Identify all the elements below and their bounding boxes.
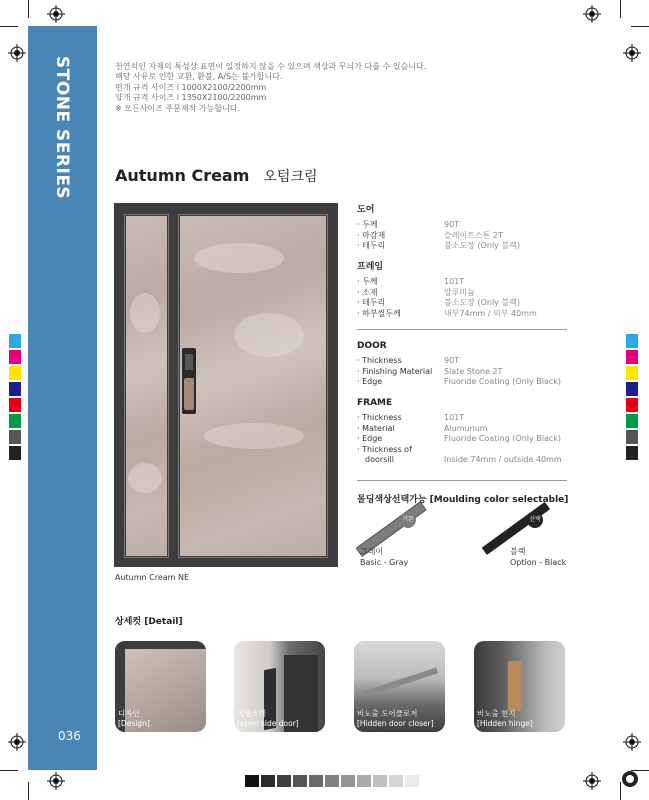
detail-thumb-design: [115, 641, 206, 732]
detail-caption-ko: 비노출 도어클로저: [357, 709, 418, 718]
side-band: [28, 26, 97, 770]
color-swatch: [625, 413, 639, 429]
crop-mark: [28, 782, 29, 800]
detail-caption-ko: 디자인: [118, 709, 140, 718]
note-line: 양개 규격 사이즈 l 1350X2100/2200mm: [115, 93, 267, 103]
gray-swatch: [372, 774, 388, 788]
spec-key: · 테두리: [357, 241, 386, 251]
moulding-name-ko: 그레이: [360, 547, 384, 556]
product-name-ko: 오텀크림: [263, 169, 318, 185]
registration-mark: [623, 44, 641, 62]
color-swatch: [8, 445, 22, 461]
gray-swatch: [404, 774, 420, 788]
spec-value: 101T: [444, 413, 465, 422]
color-swatch: [625, 445, 639, 461]
spec-key: doorsill: [365, 455, 394, 465]
notes: [115, 62, 426, 114]
door-image: [114, 203, 338, 567]
spec-value: Alumunum: [444, 423, 488, 433]
moulding-title: 몰딩색상선택가능 [Moulding color selectable]: [357, 495, 569, 505]
note-line: 해당 사유로 인한 교환, 환불, A/S는 불가합니다.: [115, 72, 283, 82]
note-line: ※ 모든사이즈 주문제작 가능합니다.: [115, 103, 241, 113]
detail-thumb-hidden-hinge: [474, 641, 565, 732]
detail-caption-ko: 열림스테: [237, 709, 266, 718]
crop-mark: [0, 26, 18, 27]
detail-caption: [357, 709, 434, 729]
detail-thumb-hidden-door-closer: [354, 641, 445, 732]
gray-swatch: [356, 774, 372, 788]
note-line: 천연석인 자재의 특성상 표면이 일정하지 않을 수 있으며 색상과 무늬가 다를 수 있습니다.: [115, 62, 427, 71]
registration-mark: [623, 733, 641, 751]
detail-caption-en: [open side door]: [237, 719, 299, 728]
registration-mark: [8, 44, 26, 62]
spec-value: 내부74mm / 외부 40mm: [444, 308, 537, 318]
detail-caption-en: [Hidden door closer]: [357, 719, 434, 728]
crop-mark: [631, 26, 649, 27]
moulding-option-black: [485, 508, 575, 578]
detail-caption-ko: 비노출 힌지: [477, 709, 516, 718]
moulding-badge: 기본: [400, 512, 416, 528]
color-swatch: [625, 349, 639, 365]
note-line: 편개 규격 사이즈 l 1000X2100/2200mm: [115, 82, 267, 92]
spec-value: Fluoride Coating (Only Black): [444, 377, 562, 387]
color-swatch-column-right: [625, 333, 639, 461]
series-title: STONE SERIES: [52, 56, 72, 200]
spec-key: · Thickness: [357, 413, 402, 422]
gray-swatch: [276, 774, 292, 788]
product-title: [115, 166, 318, 186]
spec-key: · Finishing Material: [357, 366, 433, 376]
registration-mark: [8, 733, 26, 751]
detail-caption-en: [Hidden hinge]: [477, 719, 533, 728]
main-panel-frame: [178, 214, 328, 558]
detail-caption: [477, 709, 533, 729]
registration-mark: [47, 5, 65, 23]
color-swatch: [8, 413, 22, 429]
gray-swatch: [340, 774, 356, 788]
color-swatch: [625, 429, 639, 445]
crop-mark: [620, 0, 621, 18]
spec-key: · 두께: [357, 277, 378, 286]
color-swatch: [625, 397, 639, 413]
color-swatch: [8, 381, 22, 397]
spec-frame-en: [357, 398, 562, 466]
spec-heading: FRAME: [357, 398, 393, 408]
image-caption: Autumn Cream NE: [115, 573, 190, 582]
spec-value: 101T: [444, 277, 465, 286]
spec-key: · 마감재: [357, 230, 386, 240]
keypad-icon: [185, 354, 193, 370]
color-swatch: [8, 349, 22, 365]
spec-value: 90T: [444, 356, 460, 365]
moulding-name-ko: 블랙: [510, 547, 526, 556]
gray-swatch: [388, 774, 404, 788]
spec-value: 알루미늄: [444, 287, 475, 297]
spec-heading: 도어: [357, 205, 375, 215]
crop-mark: [620, 782, 621, 800]
color-swatch: [8, 429, 22, 445]
door-handle: [184, 378, 194, 410]
gray-scale-strip: [244, 774, 420, 788]
color-swatch: [8, 333, 22, 349]
registration-mark: [47, 772, 65, 790]
spec-key: · Thickness: [357, 356, 402, 365]
spec-key: · Material: [357, 423, 395, 433]
spec-value: 90T: [444, 220, 460, 229]
digital-door-lock: [182, 348, 196, 414]
color-swatch: [625, 381, 639, 397]
color-swatch: [625, 333, 639, 349]
detail-caption: [118, 709, 150, 729]
page-number: 036: [58, 729, 81, 743]
spec-heading: DOOR: [357, 341, 387, 351]
crop-mark: [28, 0, 29, 18]
moulding-label: [360, 546, 408, 568]
color-swatch-column-left: [8, 333, 22, 461]
registration-mark: [583, 5, 601, 23]
divider: [357, 480, 567, 481]
spec-key: · Edge: [357, 377, 383, 387]
gray-swatch: [292, 774, 308, 788]
moulding-name-en: Option - Black: [510, 558, 567, 567]
spec-key: · Edge: [357, 434, 383, 444]
spec-door-ko: [357, 202, 520, 252]
registration-mark: [621, 770, 639, 788]
spec-value: 불소도장 (Only 블랙): [444, 241, 521, 251]
gray-swatch: [324, 774, 340, 788]
detail-title: 상세컷 [Detail]: [115, 617, 183, 627]
registration-mark: [583, 772, 601, 790]
spec-value: 슬레이트스톤 2T: [444, 230, 503, 240]
moulding-option-gray: [360, 508, 450, 578]
spec-key: · Thickness of: [357, 444, 412, 454]
crop-mark: [0, 770, 18, 771]
moulding-badge: 선택: [527, 512, 543, 528]
side-panel-frame: [124, 214, 169, 558]
color-swatch: [625, 365, 639, 381]
detail-caption: [237, 709, 299, 729]
moulding-name-en: Basic - Gray: [360, 558, 409, 567]
detail-thumb-open-side-door: [234, 641, 325, 732]
spec-door-en: [357, 341, 561, 388]
spec-value: Fluoride Coating (Only Black): [444, 434, 562, 444]
product-name-en: Autumn Cream: [115, 166, 250, 185]
divider: [357, 329, 567, 330]
spec-key: · 테두리: [357, 298, 386, 308]
spec-key: · 소재: [357, 287, 378, 297]
spec-value: Slate Stone 2T: [444, 366, 503, 376]
spec-key: · 두께: [357, 220, 378, 229]
spec-value: Inside 74mm / outside 40mm: [444, 455, 562, 465]
spec-heading: 프레임: [357, 262, 384, 272]
spec-key: · 하부씰두께: [357, 308, 401, 318]
gray-swatch: [244, 774, 260, 788]
moulding-label: [510, 546, 566, 568]
color-swatch: [8, 397, 22, 413]
color-swatch: [8, 365, 22, 381]
detail-caption-en: [Design]: [118, 719, 150, 728]
spec-frame-ko: [357, 259, 537, 319]
crop-mark: [631, 770, 649, 771]
spec-value: 불소도장 (Only 블랙): [444, 298, 521, 308]
gray-swatch: [308, 774, 324, 788]
gray-swatch: [260, 774, 276, 788]
